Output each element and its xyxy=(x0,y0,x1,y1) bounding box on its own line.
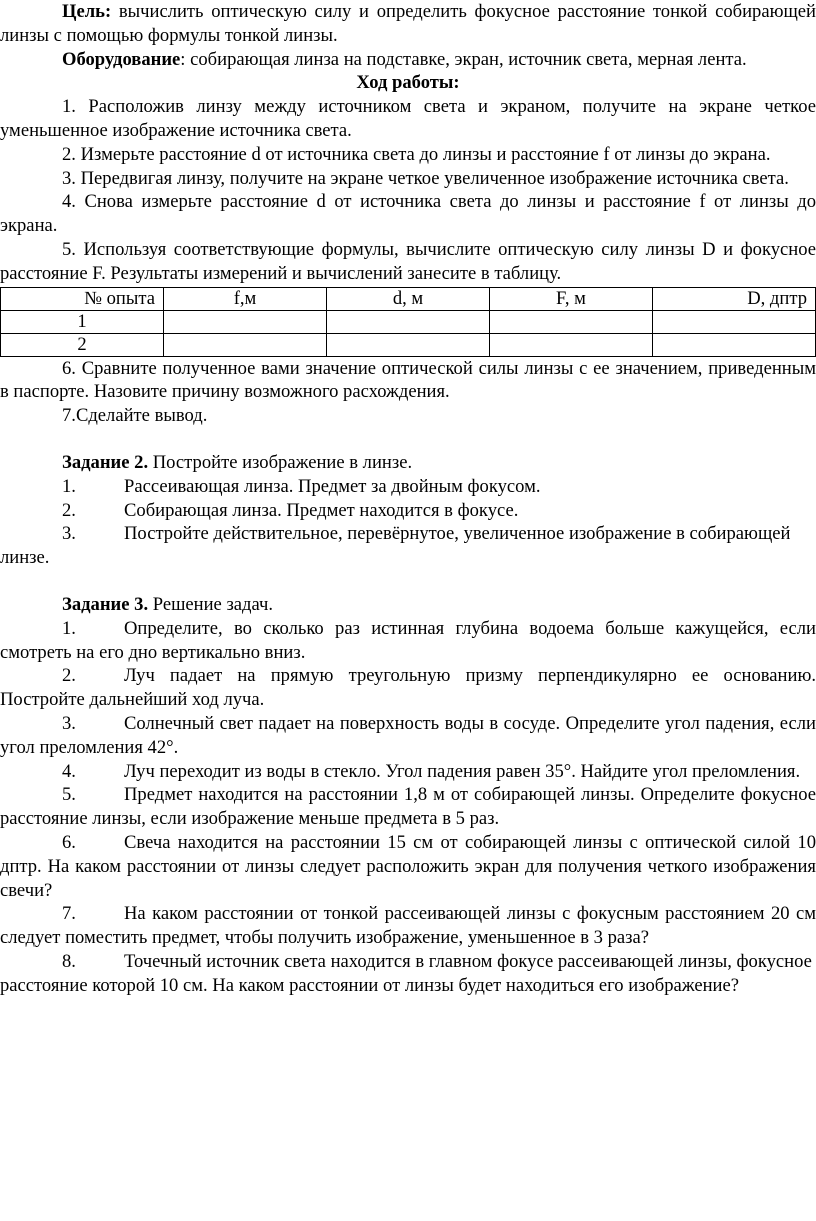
task2-item xyxy=(0,522,816,570)
item-number: 3. xyxy=(62,523,76,545)
procedure-step: 1. Расположив линзу между источником света и экраном, получите на экране четкое уменьшенное изображение источника света. xyxy=(0,96,816,141)
task3-item xyxy=(0,902,816,950)
task3-title xyxy=(0,593,816,617)
equipment-label: Оборудование xyxy=(62,48,181,70)
item-text: На каком расстоянии от тонкой рассеивающей линзы с фокусным расстоянием 20 см следует поместить предмет, чтобы получить изображение, уменьшенное в 3 раза? xyxy=(0,903,816,949)
table-cell xyxy=(490,333,653,356)
table-header-cell: f,м xyxy=(164,287,327,310)
item-number: 7. xyxy=(62,903,76,925)
equipment-text: : собирающая линза на подставке, экран, источник света, мерная лента. xyxy=(180,48,747,70)
table-cell xyxy=(653,310,816,333)
table-row xyxy=(1,310,816,333)
procedure-step: 2. Измерьте расстояние d от источника света до линзы и расстояние f от линзы до экрана. xyxy=(62,143,771,165)
item-text: Собирающая линза. Предмет находится в фокусе. xyxy=(124,499,519,521)
goal-paragraph xyxy=(0,0,816,48)
task3-item xyxy=(0,831,816,902)
item-number: 4. xyxy=(62,760,76,782)
table-header-cell: F, м xyxy=(490,287,653,310)
task3-item xyxy=(0,664,816,712)
item-number: 8. xyxy=(62,950,76,972)
item-number: 6. xyxy=(62,831,76,853)
goal-label: Цель: xyxy=(62,1,112,22)
task3-item xyxy=(0,783,816,831)
item-number: 2. xyxy=(62,665,76,687)
table-cell xyxy=(164,310,327,333)
task2-item xyxy=(0,499,816,523)
item-number: 1. xyxy=(62,475,76,497)
table-row xyxy=(1,333,816,356)
item-text: Солнечный свет падает на поверхность воды в сосуде. Определите угол падения, если угол преломления 42°. xyxy=(0,712,816,758)
task3-text: Решение задач. xyxy=(148,593,274,615)
task2-item xyxy=(0,475,816,499)
spacer xyxy=(0,570,816,593)
task3-label: Задание 3. xyxy=(62,593,149,615)
table-cell xyxy=(327,333,490,356)
table-cell xyxy=(164,333,327,356)
results-table xyxy=(0,287,816,357)
procedure-step: 7.Сделайте вывод. xyxy=(62,405,208,427)
equipment-paragraph xyxy=(0,48,816,72)
item-text: Предмет находится на расстоянии 1,8 м от собирающей линзы. Определите фокусное расстояние линзы, если изображение меньше предмета в 5 раз. xyxy=(0,784,816,830)
table-cell xyxy=(490,310,653,333)
item-number: 1. xyxy=(62,617,76,639)
procedure-step: 4. Снова измерьте расстояние d от источника света до линзы и расстояние f от линзы до экрана. xyxy=(0,191,816,237)
item-text: Точечный источник света находится в главном фокусе рассеивающей линзы, фокусное расстояние которой 10 см. На каком расстоянии от линзы будет находиться его изображение? xyxy=(0,950,812,996)
item-text: Свеча находится на расстоянии 15 см от собирающей линзы с оптической силой 10 дптр. На каком расстоянии от линзы следует расположить экран для получения четкого изображения свечи? xyxy=(0,831,816,901)
goal-text: вычислить оптическую силу и определить фокусное расстояние тонкой собирающей линзы с помощью формулы тонкой линзы. xyxy=(0,1,816,46)
procedure-heading: Ход работы: xyxy=(356,72,460,94)
procedure-step: 3. Передвигая линзу, получите на экране четкое увеличенное изображение источника света. xyxy=(62,167,789,189)
spacer xyxy=(0,428,816,451)
task3-item xyxy=(0,760,816,784)
item-number: 3. xyxy=(62,712,76,734)
item-text: Луч падает на прямую треугольную призму перпендикулярно ее основанию. Постройте дальнейший ход луча. xyxy=(0,665,816,711)
item-number: 5. xyxy=(62,784,76,806)
table-cell xyxy=(327,310,490,333)
task3-item xyxy=(0,950,816,998)
table-header-cell: d, м xyxy=(327,287,490,310)
procedure-step: 5. Используя соответствующие формулы, вычислите оптическую силу линзы D и фокусное расстояние F. Результаты измерений и вычислений занесите в таблицу. xyxy=(0,238,816,284)
task3-item xyxy=(0,712,816,760)
table-cell: 1 xyxy=(1,310,164,333)
table-cell: 2 xyxy=(1,333,164,356)
table-header-cell: D, дптр xyxy=(653,287,816,310)
table-header-row xyxy=(1,287,816,310)
item-number: 2. xyxy=(62,499,76,521)
item-text: Определите, во сколько раз истинная глубина водоема больше кажущейся, если смотреть на его дно вертикально вниз. xyxy=(0,617,816,663)
table-header-cell: № опыта xyxy=(1,287,164,310)
table-cell xyxy=(653,333,816,356)
item-text: Рассеивающая линза. Предмет за двойным фокусом. xyxy=(124,475,541,497)
procedure-step: 6. Сравните полученное вами значение оптической силы линзы с ее значением, приведенным в паспорте. Назовите причину возможного расхождения. xyxy=(0,357,816,403)
task3-item xyxy=(0,617,816,665)
task2-label: Задание 2. xyxy=(62,451,149,473)
item-text: Луч переходит из воды в стекло. Угол падения равен 35°. Найдите угол преломления. xyxy=(124,760,801,782)
task2-text: Постройте изображение в линзе. xyxy=(148,451,413,473)
item-text: Постройте действительное, перевёрнутое, увеличенное изображение в собирающей линзе. xyxy=(0,523,791,569)
task2-title xyxy=(0,451,816,475)
